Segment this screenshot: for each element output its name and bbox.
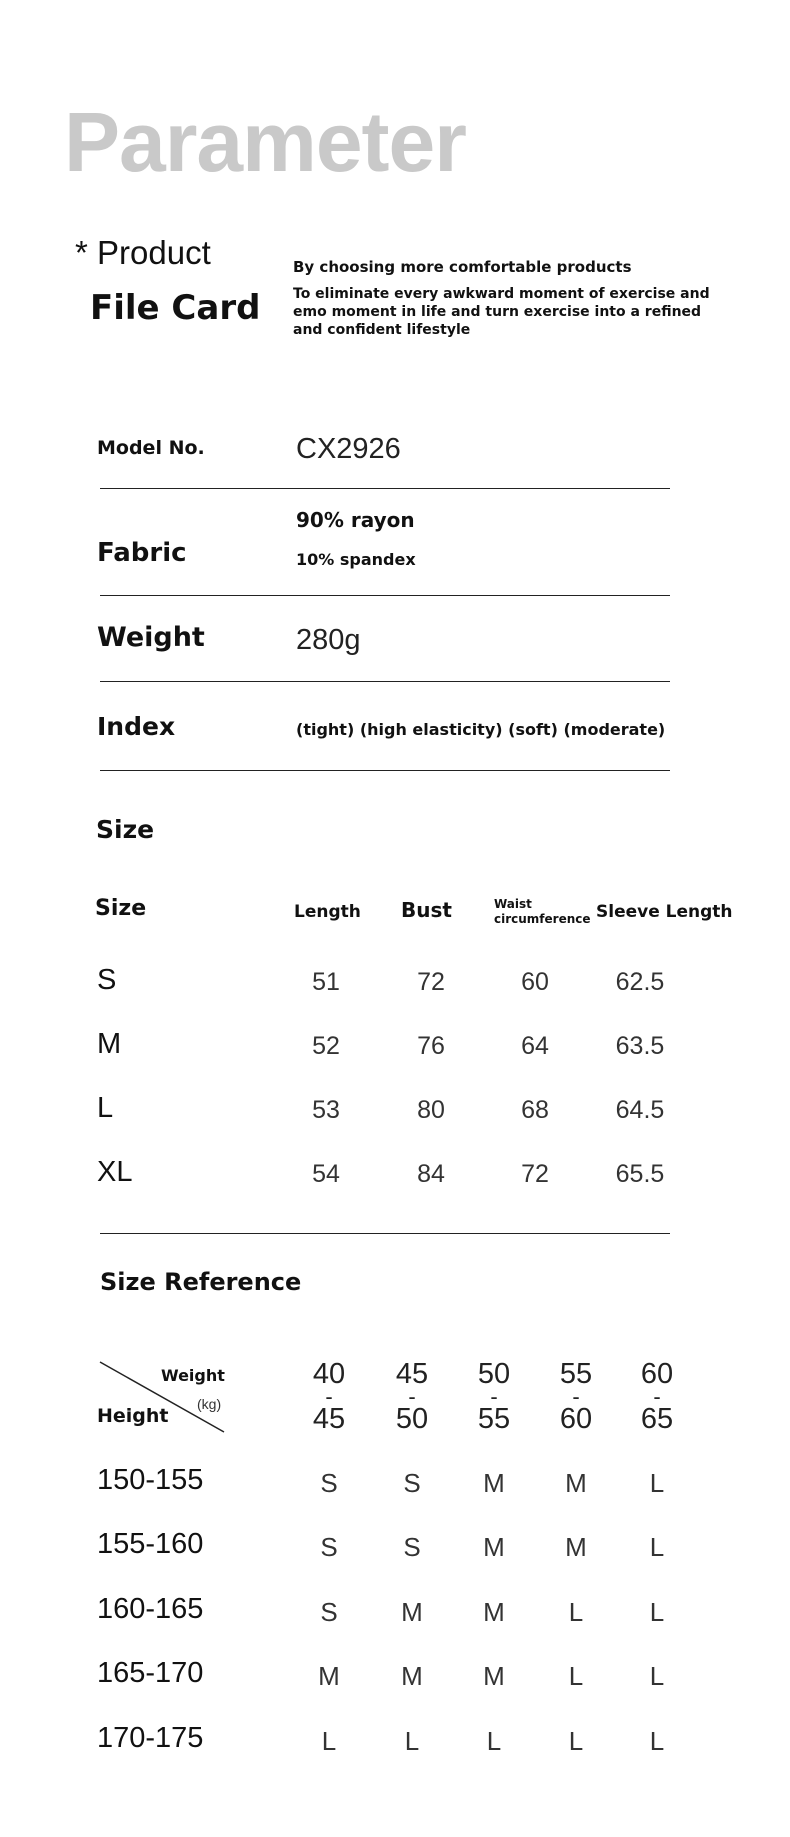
index-value: (tight) (high elasticity) (soft) (moderate) [296,720,666,739]
table-cell: 60 [521,968,549,996]
table-cell: 54 [312,1160,340,1188]
corner-unit-label: (kg) [197,1396,222,1412]
table-cell: 72 [417,968,445,996]
size-cell: L [404,1726,420,1756]
table-row-size: L [97,1092,114,1124]
size-cell: M [483,1597,505,1627]
size-cell: L [649,1532,665,1562]
size-cell: L [649,1661,665,1691]
table-cell: 52 [312,1032,340,1060]
corner-weight-label: Weight [161,1366,225,1385]
size-cell: L [568,1661,584,1691]
column-header-length: Length [294,902,361,922]
divider [100,1233,670,1234]
table-row-size: XL [97,1156,133,1188]
column-header-bust: Bust [401,898,452,922]
size-cell: S [403,1532,421,1562]
table-cell: 62.5 [615,968,665,996]
model-value: CX2926 [296,433,401,465]
divider [100,681,670,682]
weight-range-header: 50 - 55 [477,1358,511,1435]
table-cell: 76 [417,1032,445,1060]
size-heading: Size [96,815,155,844]
table-cell: 72 [521,1160,549,1188]
size-cell: M [483,1468,505,1498]
size-cell: M [318,1661,340,1691]
size-cell: L [649,1726,665,1756]
table-cell: 63.5 [615,1032,665,1060]
size-cell: M [483,1532,505,1562]
size-cell: M [483,1661,505,1691]
size-cell: S [320,1597,338,1627]
table-cell: 64 [521,1032,549,1060]
corner-height-label: Height [97,1405,169,1427]
size-cell: M [401,1597,423,1627]
column-header-sleeve-length: Sleeve Length [596,902,733,922]
divider [100,770,670,771]
size-cell: L [649,1468,665,1498]
page-title: Parameter [64,95,466,189]
table-cell: 65.5 [615,1160,665,1188]
size-cell: L [568,1597,584,1627]
weight-range-header: 55 - 60 [559,1358,593,1435]
divider [100,595,670,596]
column-header-size: Size [95,896,147,921]
table-cell: 53 [312,1096,340,1124]
height-row-label: 165-170 [97,1657,204,1689]
weight-range-header: 45 - 50 [395,1358,429,1435]
size-cell: M [401,1661,423,1691]
table-row-size: M [97,1028,122,1060]
file-card-heading: File Card [90,288,261,328]
height-row-label: 150-155 [97,1464,204,1496]
size-cell: L [486,1726,502,1756]
height-row-label: 160-165 [97,1593,204,1625]
product-label: * Product [75,234,211,271]
model-label: Model No. [97,437,205,459]
size-cell: S [320,1468,338,1498]
weight-range-header: 40 - 45 [312,1358,346,1435]
intro-headline: By choosing more comfortable products [293,258,632,276]
table-cell: 64.5 [615,1096,665,1124]
index-label: Index [97,712,176,741]
divider [100,488,670,489]
table-cell: 84 [417,1160,445,1188]
fabric-label: Fabric [97,538,187,568]
size-cell: L [568,1726,584,1756]
intro-body: To eliminate every awkward moment of exercise and emo moment in life and turn exercise into a refined and confident lifestyle [293,286,710,338]
fabric-line-1: 90% rayon [296,508,415,532]
size-cell: S [403,1468,421,1498]
size-cell: M [565,1468,587,1498]
height-row-label: 170-175 [97,1722,204,1754]
fabric-line-2: 10% spandex [296,550,416,569]
size-cell: S [320,1532,338,1562]
weight-label: Weight [97,622,205,653]
column-header-waist: Waist circumference [494,897,591,926]
height-row-label: 155-160 [97,1528,204,1560]
weight-value: 280g [296,624,361,656]
size-cell: L [321,1726,337,1756]
weight-range-header: 60 - 65 [640,1358,674,1435]
table-row-size: S [97,964,117,996]
size-cell: L [649,1597,665,1627]
table-cell: 68 [521,1096,549,1124]
table-cell: 51 [312,968,340,996]
size-cell: M [565,1532,587,1562]
table-cell: 80 [417,1096,445,1124]
size-reference-heading: Size Reference [100,1268,302,1296]
